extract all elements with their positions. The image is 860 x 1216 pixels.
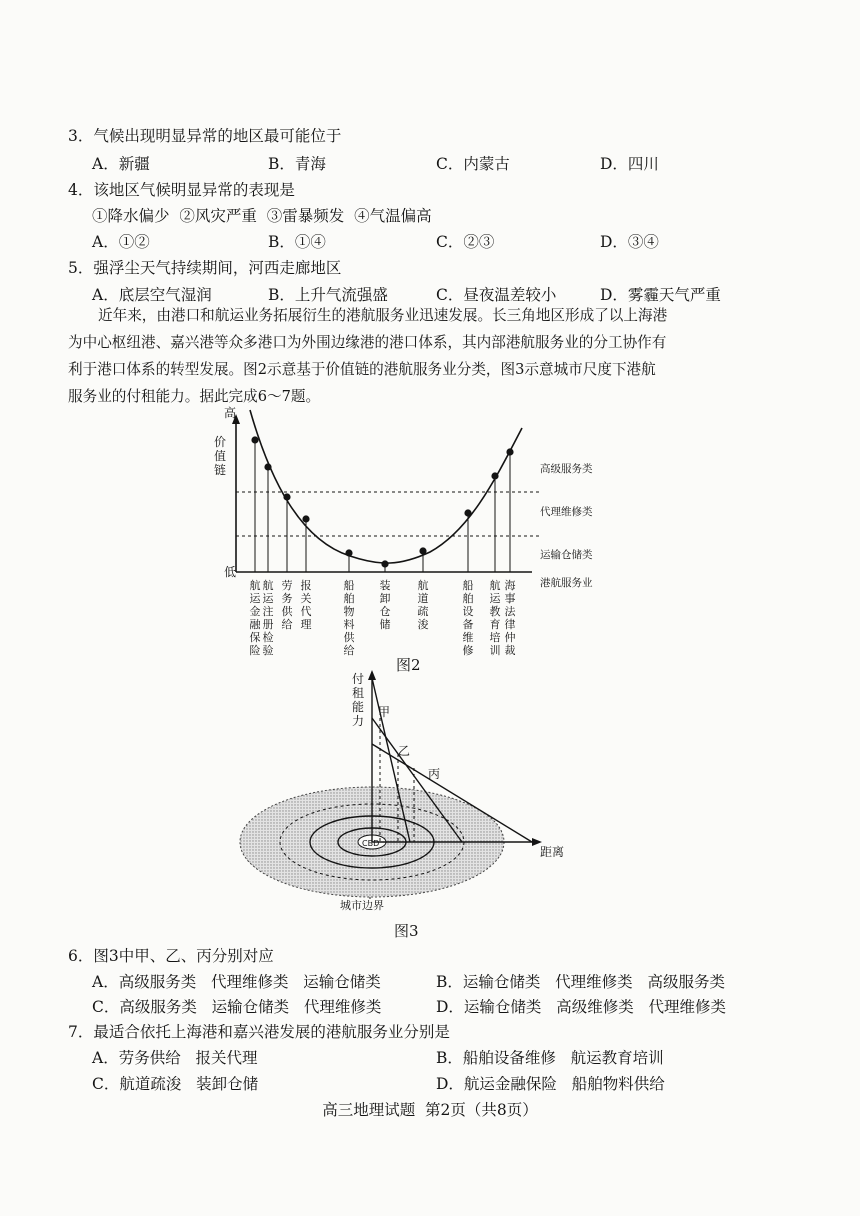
fig3-x-label: 距离	[540, 845, 565, 859]
figure-2-caption: 图2	[396, 656, 421, 674]
q7-option-d: D．航运金融保险 船舶物料供给	[436, 1075, 665, 1093]
fig2-band-mid: 代理维修类	[540, 506, 593, 518]
page-footer: 高三地理试题 第2页（共8页）	[322, 1101, 538, 1119]
fig3-boundary-label: 城市边界	[340, 899, 384, 912]
fig2-category-label: 船舶设备维修	[462, 579, 474, 657]
q5-option-d: D．雾霾天气严重	[600, 286, 721, 304]
fig3-label-bing: 丙	[428, 767, 441, 781]
fig2-x-label: 港航服务业	[540, 577, 593, 589]
fig2-category-label: 海事法律仲裁	[504, 579, 516, 657]
fig2-category-label: 航道疏浚	[417, 579, 429, 631]
fig2-category-label: 航运注册检验	[262, 579, 274, 657]
q4-option-a: A．①②	[92, 233, 150, 251]
q6-stem: 6．图3中甲、乙、丙分别对应	[68, 947, 274, 965]
q3-stem: 3．气候出现明显异常的地区最可能位于	[68, 127, 342, 145]
q7-stem: 7．最适合依托上海港和嘉兴港发展的港航服务业分别是	[68, 1023, 450, 1041]
q5-stem: 5．强浮尘天气持续期间，河西走廊地区	[68, 259, 342, 277]
q4-option-b: B．①④	[268, 233, 326, 251]
passage-line-3: 利于港口体系的转型发展。图2示意基于价值链的港航服务业分类，图3示意城市尺度下港航	[68, 361, 656, 378]
passage-line-4: 服务业的付租能力。据此完成6～7题。	[68, 388, 321, 405]
q5-option-c: C．昼夜温差较小	[436, 286, 557, 304]
fig2-y-high: 高	[224, 406, 237, 420]
q6-option-a: A．高级服务类 代理维修类 运输仓储类	[92, 973, 381, 991]
fig3-label-jia: 甲	[378, 705, 391, 719]
q7-option-a: A．劳务供给 报关代理	[92, 1049, 258, 1067]
q4-items: ①降水偏少 ②风灾严重 ③雷暴频发 ④气温偏高	[92, 207, 432, 225]
q6-option-b: B．运输仓储类 代理维修类 高级服务类	[436, 973, 725, 991]
q6-option-c: C．高级服务类 运输仓储类 代理维修类	[92, 998, 382, 1016]
q3-option-b: B．青海	[268, 155, 326, 173]
figure-3-caption: 图3	[394, 922, 419, 940]
fig2-band-low: 运输仓储类	[540, 549, 593, 561]
q4-stem: 4．该地区气候明显异常的表现是	[68, 181, 295, 199]
fig2-category-label: 报关代理	[300, 579, 312, 631]
q4-option-d: D．③④	[600, 233, 659, 251]
q3-option-d: D．四川	[600, 155, 659, 173]
fig3-label-yi: 乙	[398, 744, 411, 758]
fig2-category-label: 装卸仓储	[379, 579, 391, 631]
q7-option-b: B．船舶设备维修 航运教育培训	[436, 1049, 664, 1067]
q5-option-b: B．上升气流强盛	[268, 286, 388, 304]
q6-option-d: D．运输仓储类 高级维修类 代理维修类	[436, 998, 726, 1016]
q5-option-a: A．底层空气湿润	[92, 286, 212, 304]
fig2-y-label: 价值链	[214, 435, 227, 477]
q3-option-a: A．新疆	[92, 155, 150, 173]
fig3-y-label: 付租能力	[352, 672, 365, 728]
fig3-cbd-label: CBD	[362, 839, 380, 848]
q4-option-c: C．②③	[436, 233, 495, 251]
q7-option-c: C．航道疏浚 装卸仓储	[92, 1075, 259, 1093]
q3-option-c: C．内蒙古	[436, 155, 510, 173]
fig2-band-high: 高级服务类	[540, 463, 593, 475]
passage-line-1: 近年来，由港口和航运业务拓展衍生的港航服务业迅速发展。长三角地区形成了以上海港	[98, 307, 668, 324]
fig2-category-label: 船舶物料供给	[343, 579, 355, 657]
fig2-category-label: 劳务供给	[281, 579, 293, 631]
fig2-category-label: 航运教育培训	[489, 579, 501, 657]
fig2-category-label: 航运金融保险	[249, 579, 261, 657]
fig2-y-low: 低	[224, 565, 237, 579]
passage-line-2: 为中心枢纽港、嘉兴港等众多港口为外围边缘港的港口体系，其内部港航服务业的分工协作有	[68, 334, 667, 351]
